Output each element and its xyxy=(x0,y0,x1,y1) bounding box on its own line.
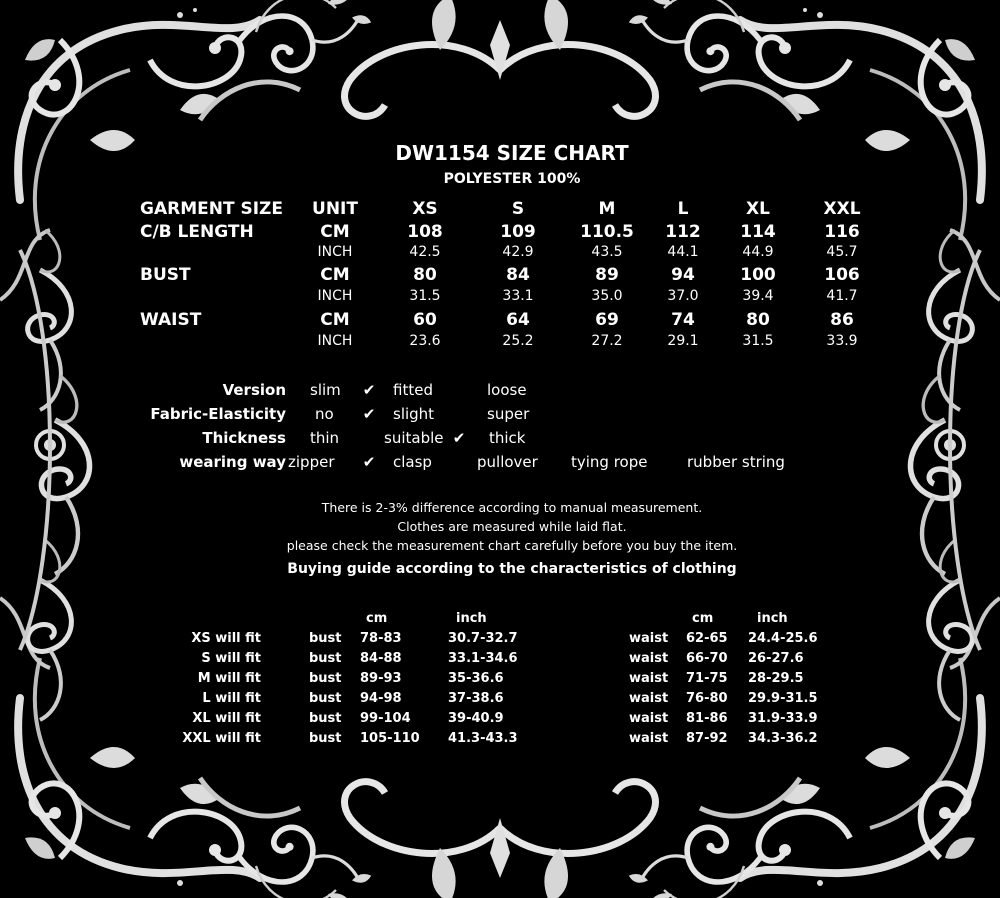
cell: 33.9 xyxy=(826,333,858,349)
cell: 39.4 xyxy=(742,288,774,304)
guide-waist-inch: 31.9-33.9 xyxy=(748,711,818,726)
attr-label-thickness: Thickness xyxy=(202,429,286,447)
guide-bust-inch: 35-36.6 xyxy=(448,671,504,686)
guide-bust: bust xyxy=(309,671,342,686)
cell: 31.5 xyxy=(742,333,774,349)
cell: 80 xyxy=(413,265,437,285)
attr-label-version: Version xyxy=(222,381,286,399)
guide-bust-cm: 94-98 xyxy=(360,691,402,706)
guide-waist: waist xyxy=(629,631,669,646)
cell: 60 xyxy=(413,310,437,330)
guide-header-cm: cm xyxy=(692,611,714,626)
guide-bust-cm: 84-88 xyxy=(360,651,402,666)
chart-title: DW1154 SIZE CHART xyxy=(395,141,629,165)
guide-header-inch: inch xyxy=(456,611,487,626)
unit-cm: CM xyxy=(320,310,350,330)
unit-cm: CM xyxy=(320,222,350,242)
check-icon: ✔ xyxy=(362,453,376,471)
guide-waist-inch: 28-29.5 xyxy=(748,671,804,686)
cell: 25.2 xyxy=(502,333,534,349)
cell: 42.5 xyxy=(409,244,441,260)
cell: 23.6 xyxy=(409,333,441,349)
attr-option: thin xyxy=(310,429,340,447)
header-size-m: M xyxy=(598,199,616,219)
check-icon: ✔ xyxy=(362,381,376,399)
unit-cm: CM xyxy=(320,265,350,285)
guide-bust-inch: 41.3-43.3 xyxy=(448,731,518,746)
guide-size-label: XXL will fit xyxy=(182,731,261,746)
cell: 89 xyxy=(595,265,619,285)
cell: 94 xyxy=(671,265,695,285)
guide-waist-inch: 29.9-31.5 xyxy=(748,691,818,706)
cell: 64 xyxy=(506,310,530,330)
guide-bust-inch: 37-38.6 xyxy=(448,691,504,706)
cell: 84 xyxy=(506,265,530,285)
guide-bust: bust xyxy=(309,631,342,646)
cell: 42.9 xyxy=(502,244,534,260)
guide-bust: bust xyxy=(309,711,342,726)
check-icon: ✔ xyxy=(452,429,466,447)
attr-option: zipper xyxy=(288,453,335,471)
cell: 44.9 xyxy=(742,244,774,260)
guide-size-label: XL will fit xyxy=(192,711,261,726)
guide-waist: waist xyxy=(629,671,669,686)
cell: 69 xyxy=(595,310,619,330)
cell: 86 xyxy=(830,310,854,330)
cell: 116 xyxy=(824,222,860,242)
cell: 35.0 xyxy=(591,288,623,304)
guide-waist-inch: 26-27.6 xyxy=(748,651,804,666)
cell: 29.1 xyxy=(667,333,699,349)
cell: 45.7 xyxy=(826,244,858,260)
header-size-xl: XL xyxy=(746,199,770,219)
note-line: please check the measurement chart carefully before you buy the item. xyxy=(286,538,738,553)
attr-option: rubber string xyxy=(687,453,785,471)
row-label-bust: BUST xyxy=(140,265,191,285)
guide-size-label: XS will fit xyxy=(191,631,261,646)
cell: 110.5 xyxy=(580,222,634,242)
unit-inch: INCH xyxy=(317,244,353,260)
attr-option: clasp xyxy=(393,453,432,471)
attr-option: loose xyxy=(487,381,527,399)
attr-option: no xyxy=(315,405,334,423)
attr-option: pullover xyxy=(477,453,538,471)
guide-waist-cm: 87-92 xyxy=(686,731,728,746)
guide-header-inch: inch xyxy=(757,611,788,626)
unit-inch: INCH xyxy=(317,288,353,304)
cell: 44.1 xyxy=(667,244,699,260)
guide-waist-cm: 81-86 xyxy=(686,711,728,726)
guide-waist: waist xyxy=(629,731,669,746)
attr-label-elasticity: Fabric-Elasticity xyxy=(150,405,286,423)
guide-bust: bust xyxy=(309,731,342,746)
guide-size-label: L will fit xyxy=(202,691,261,706)
cell: 109 xyxy=(500,222,536,242)
attr-option: thick xyxy=(489,429,526,447)
cell: 108 xyxy=(407,222,443,242)
check-icon: ✔ xyxy=(362,405,376,423)
guide-bust: bust xyxy=(309,691,342,706)
guide-size-label: M will fit xyxy=(197,671,261,686)
cell: 31.5 xyxy=(409,288,441,304)
attr-option: fitted xyxy=(393,381,433,399)
guide-bust-cm: 99-104 xyxy=(360,711,411,726)
cell: 106 xyxy=(824,265,860,285)
row-label-waist: WAIST xyxy=(140,310,202,330)
header-size-s: S xyxy=(511,199,525,219)
header-size-xxl: XXL xyxy=(823,199,861,219)
guide-waist-inch: 34.3-36.2 xyxy=(748,731,818,746)
guide-waist-cm: 66-70 xyxy=(686,651,728,666)
cell: 41.7 xyxy=(826,288,858,304)
guide-waist-inch: 24.4-25.6 xyxy=(748,631,818,646)
header-garment-size: GARMENT SIZE xyxy=(140,199,283,219)
cell: 43.5 xyxy=(591,244,623,260)
unit-inch: INCH xyxy=(317,333,353,349)
guide-header-cm: cm xyxy=(366,611,388,626)
guide-waist: waist xyxy=(629,651,669,666)
note-line: There is 2-3% difference according to manual measurement. xyxy=(321,500,703,515)
guide-waist: waist xyxy=(629,691,669,706)
guide-waist: waist xyxy=(629,711,669,726)
attr-option: slight xyxy=(393,405,435,423)
guide-bust-inch: 33.1-34.6 xyxy=(448,651,518,666)
row-label-length: C/B LENGTH xyxy=(140,222,254,242)
guide-bust: bust xyxy=(309,651,342,666)
cell: 112 xyxy=(665,222,701,242)
attr-option: tying rope xyxy=(571,453,648,471)
material-label: POLYESTER 100% xyxy=(443,171,581,187)
cell: 80 xyxy=(746,310,770,330)
attr-option: super xyxy=(487,405,530,423)
guide-bust-cm: 105-110 xyxy=(360,731,420,746)
guide-waist-cm: 76-80 xyxy=(686,691,728,706)
cell: 100 xyxy=(740,265,776,285)
guide-bust-inch: 39-40.9 xyxy=(448,711,504,726)
header-size-l: L xyxy=(677,199,689,219)
guide-size-label: S will fit xyxy=(201,651,261,666)
guide-bust-inch: 30.7-32.7 xyxy=(448,631,518,646)
cell: 37.0 xyxy=(667,288,699,304)
header-size-xs: XS xyxy=(412,199,438,219)
guide-bust-cm: 89-93 xyxy=(360,671,402,686)
attr-option: slim xyxy=(310,381,341,399)
cell: 27.2 xyxy=(591,333,623,349)
attr-label-wearing-way: wearing way xyxy=(179,453,286,471)
header-unit: UNIT xyxy=(312,199,358,219)
guide-bust-cm: 78-83 xyxy=(360,631,402,646)
cell: 114 xyxy=(740,222,776,242)
cell: 33.1 xyxy=(502,288,534,304)
cell: 74 xyxy=(671,310,695,330)
note-line: Clothes are measured while laid flat. xyxy=(397,519,627,534)
guide-title: Buying guide according to the characteristics of clothing xyxy=(287,561,737,577)
guide-waist-cm: 71-75 xyxy=(686,671,728,686)
guide-waist-cm: 62-65 xyxy=(686,631,728,646)
attr-option: suitable xyxy=(384,429,444,447)
